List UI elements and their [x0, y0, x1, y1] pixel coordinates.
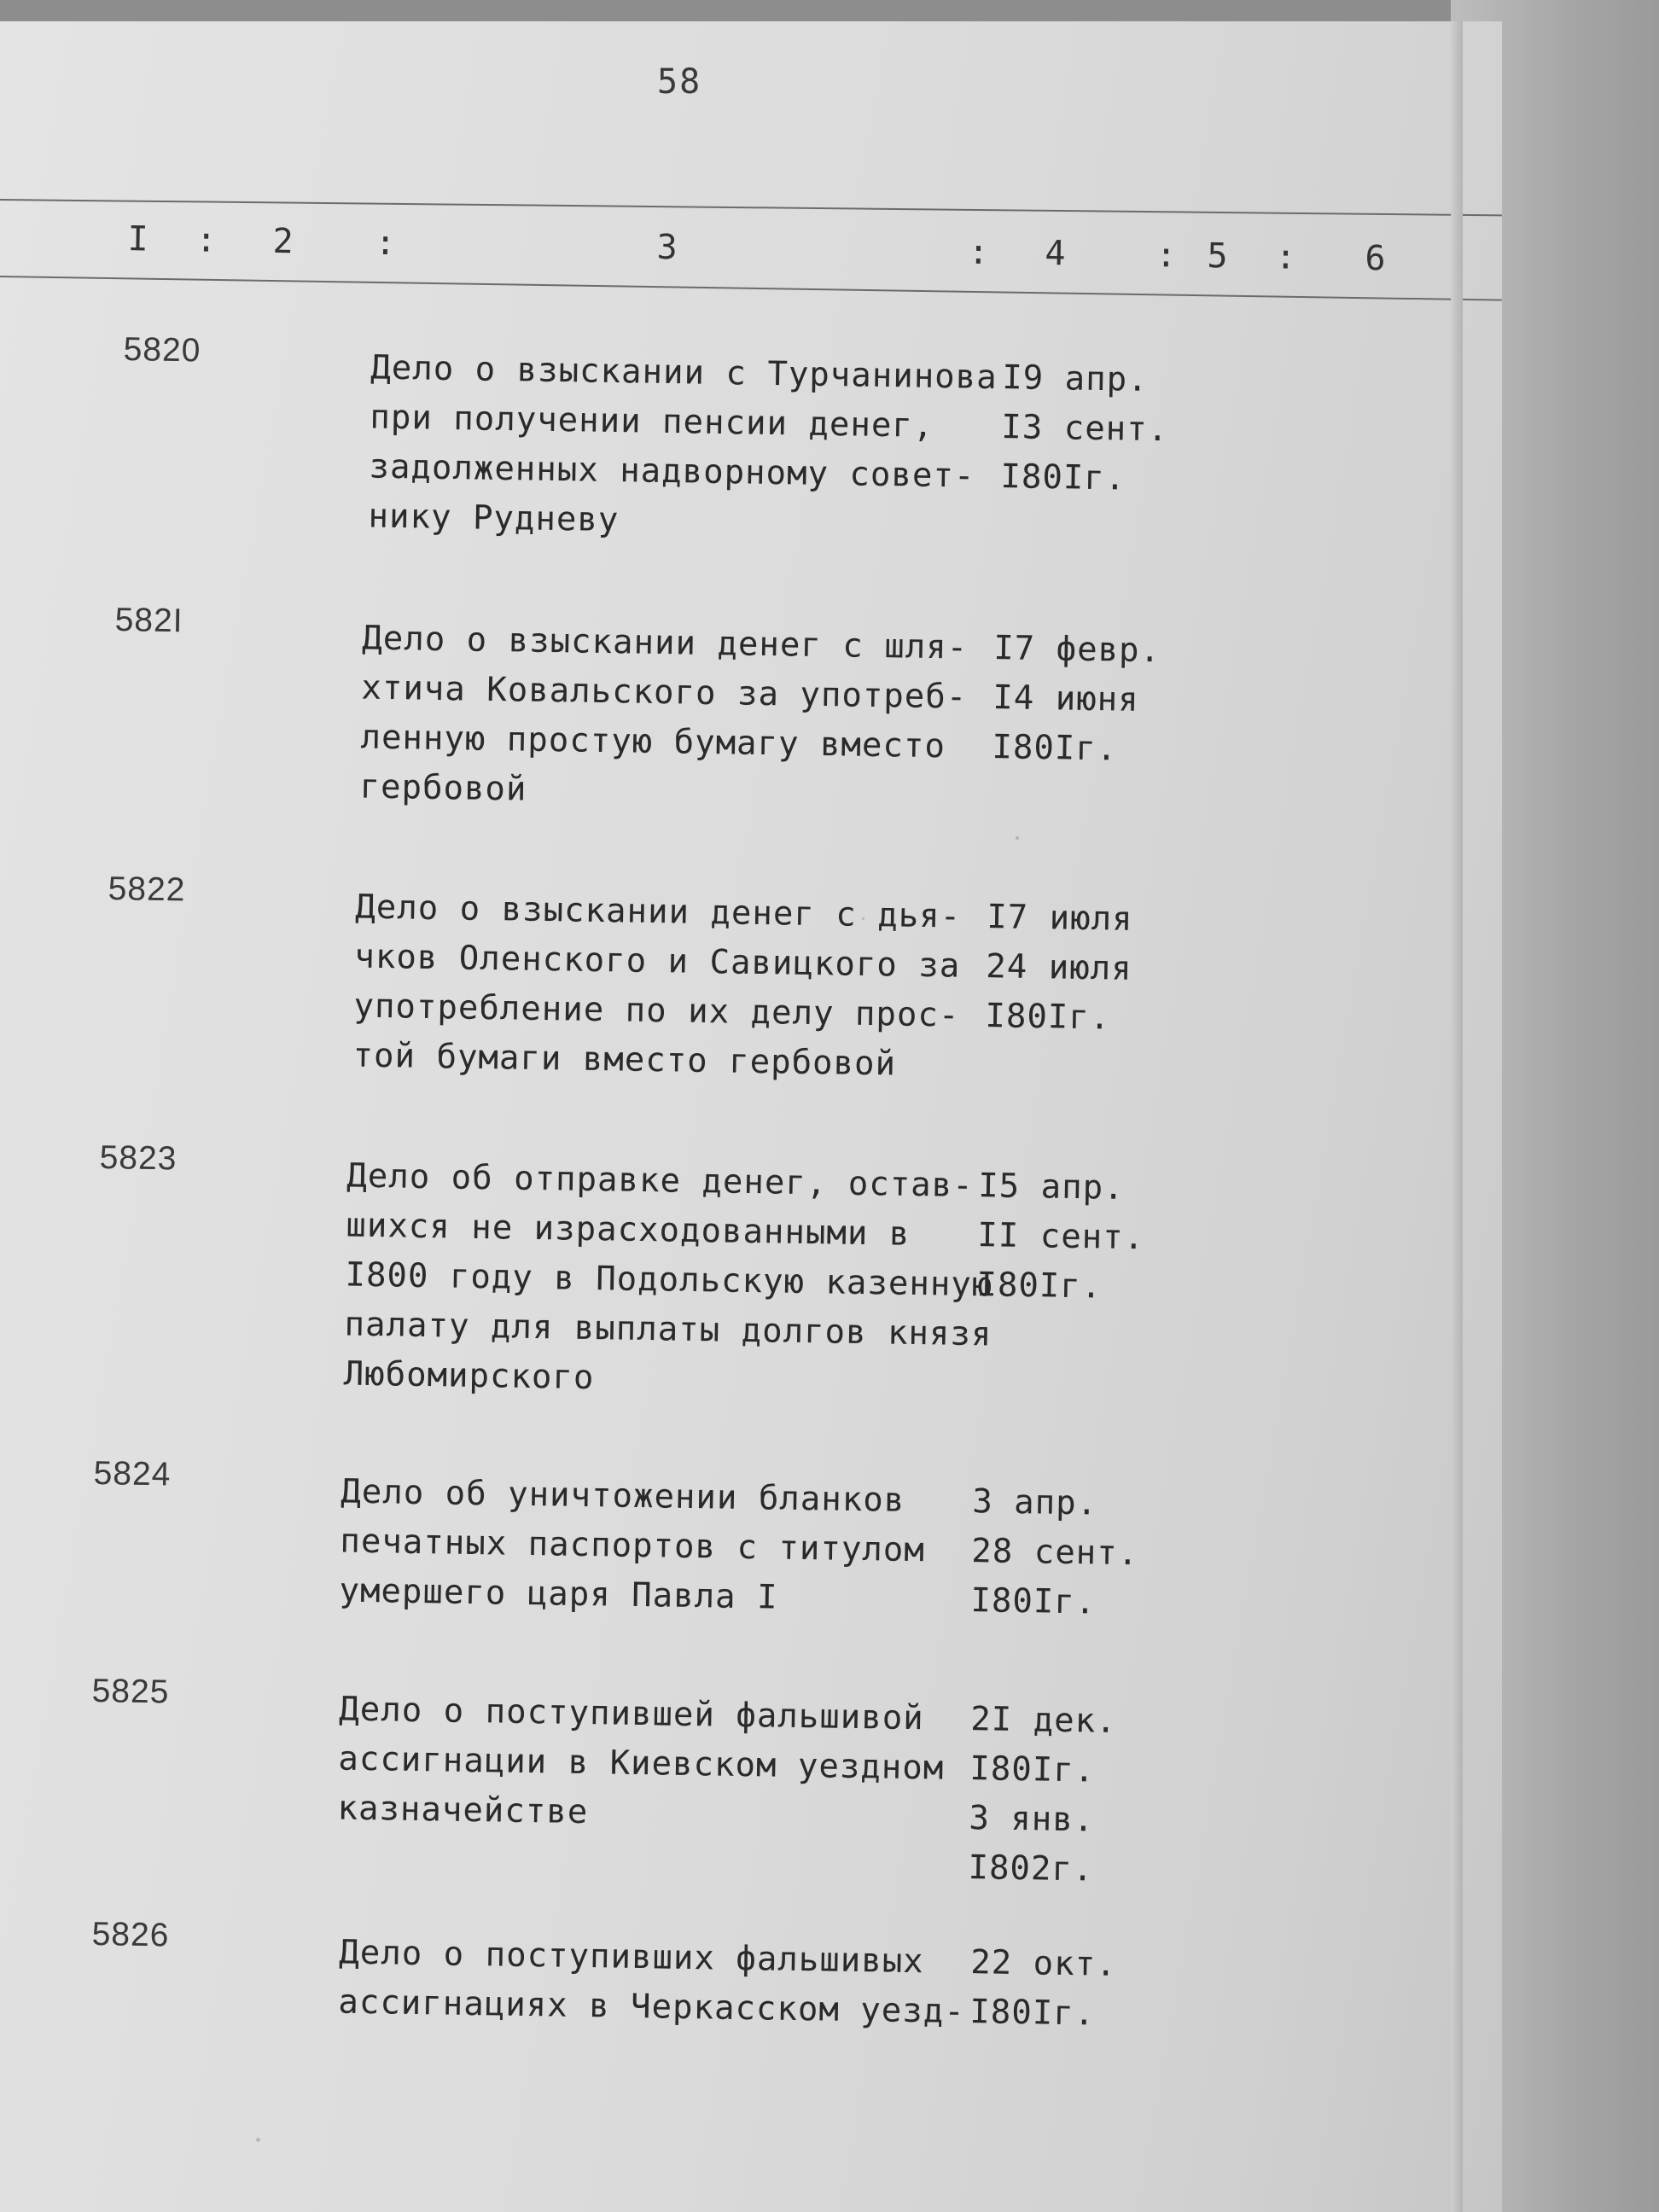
column-header-3: 3 [656, 227, 678, 268]
entry-dates [1000, 353, 1225, 505]
inventory-entry [123, 331, 1233, 540]
entry-dates [976, 1161, 1201, 1313]
date-line: I80Iг. [969, 1749, 1096, 1790]
header-rule-top [0, 199, 1502, 216]
description-line: Дело о взыскании с Турчанинова [370, 348, 998, 398]
date-line: 2I дек. [969, 1700, 1117, 1741]
date-line: 22 окт. [969, 1943, 1117, 1984]
entry-dates [992, 624, 1216, 776]
description-line: ленную простую бумагу вместо [360, 718, 946, 766]
description-line: задолженных надворному совет- [369, 447, 975, 496]
description-line: I800 году в Подольскую казенную [345, 1255, 993, 1305]
paper-speck [256, 2138, 260, 2142]
description-line: Дело о поступившей фальшивой [339, 1690, 925, 1738]
date-line: II сент. [977, 1216, 1145, 1258]
date-line: I80Iг. [976, 1266, 1103, 1307]
column-header-5: 5 [1207, 236, 1228, 276]
column-separator: : [375, 223, 397, 264]
date-line: I7 июля [986, 898, 1133, 939]
column-separator: : [968, 232, 989, 273]
entry-dates [969, 1938, 1193, 2040]
entry-number: 5825 [91, 1673, 170, 1711]
column-separator: : [195, 220, 218, 260]
column-header-1: I [127, 219, 149, 259]
entry-description [337, 1685, 954, 1843]
inventory-entry [91, 1673, 1202, 1889]
archive-page [0, 21, 1502, 2212]
page-edge [1451, 21, 1463, 2212]
description-line: печатных паспортов с титулом [340, 1522, 926, 1570]
description-line: Дело об отправке денег, остав- [346, 1156, 975, 1206]
description-line: нику Рудневу [368, 497, 620, 540]
description-line: палату для выплаты долгов князя [344, 1305, 992, 1354]
entry-number: 5824 [93, 1455, 172, 1493]
date-line: I80Iг. [969, 1993, 1096, 2034]
description-line: той бумаги вместо гербовой [352, 1036, 897, 1084]
description-line: ассигнации в Киевском уездном [338, 1739, 945, 1788]
date-line: I5 апр. [977, 1167, 1125, 1208]
paper-speck [1016, 836, 1019, 840]
description-line: чков Оленского и Савицкого за [354, 937, 961, 986]
description-line: Дело об уничтожении бланков [341, 1472, 905, 1520]
date-line: 3 янв. [969, 1799, 1095, 1840]
page-number: 58 [657, 62, 702, 102]
entry-number: 5826 [91, 1916, 170, 1954]
date-line: 28 сент. [971, 1532, 1139, 1574]
date-line: I4 июня [992, 678, 1140, 719]
entry-description [359, 614, 977, 822]
description-line: Дело о взыскании денег с дья- [355, 888, 962, 936]
date-line: 24 июля [986, 947, 1133, 988]
entry-description [343, 1152, 993, 1409]
description-line: Дело о поступивших фальшивых [339, 1933, 925, 1982]
column-header-2: 2 [272, 221, 294, 262]
description-line: Любомирского [343, 1354, 595, 1398]
inventory-entry [114, 602, 1225, 809]
description-line: казначействе [337, 1789, 589, 1832]
column-header-4: 4 [1045, 234, 1066, 274]
date-line: I80Iг. [985, 997, 1111, 1038]
date-line: I80Iг. [1000, 457, 1126, 498]
entry-dates [970, 1477, 1195, 1629]
date-line: I9 апр. [1001, 358, 1149, 399]
date-line: I80Iг. [992, 728, 1118, 769]
column-header-6: 6 [1365, 238, 1386, 279]
paper-speck [862, 917, 864, 920]
date-line: I80Iг. [970, 1581, 1097, 1622]
date-line: I7 февр. [992, 629, 1161, 671]
description-line: хтича Ковальского за употреб- [361, 668, 968, 717]
entry-description [339, 1468, 956, 1626]
entry-number: 582I [114, 602, 183, 640]
description-line: гербовой [359, 767, 527, 809]
inventory-entry [91, 1916, 1202, 2034]
description-line: Дело о взыскании денег с шля- [362, 619, 969, 667]
column-separator: : [1155, 236, 1177, 276]
date-line: I3 сент. [1001, 408, 1169, 450]
description-line: умершего царя Павла I [339, 1571, 778, 1617]
entry-number: 5822 [108, 870, 186, 909]
description-line: шихся не израсходованными в [346, 1206, 911, 1254]
entry-dates [968, 1695, 1193, 1896]
inventory-entry [99, 1139, 1209, 1398]
description-line: употребление по их делу прос- [353, 987, 960, 1035]
entry-number: 5820 [123, 331, 201, 370]
description-line: при получении пенсии денег, [370, 398, 934, 445]
entry-description [352, 883, 970, 1091]
entry-description [368, 344, 998, 551]
date-line: 3 апр. [971, 1482, 1098, 1523]
entry-description [338, 1929, 966, 2037]
description-line: ассигнациях в Черкасском уезд- [338, 1982, 966, 2032]
entry-dates [985, 893, 1209, 1045]
inventory-entry [93, 1455, 1203, 1622]
inventory-entry [108, 870, 1218, 1084]
column-separator: : [1275, 237, 1296, 277]
entry-number: 5823 [99, 1139, 178, 1178]
date-line: I802г. [968, 1848, 1094, 1889]
